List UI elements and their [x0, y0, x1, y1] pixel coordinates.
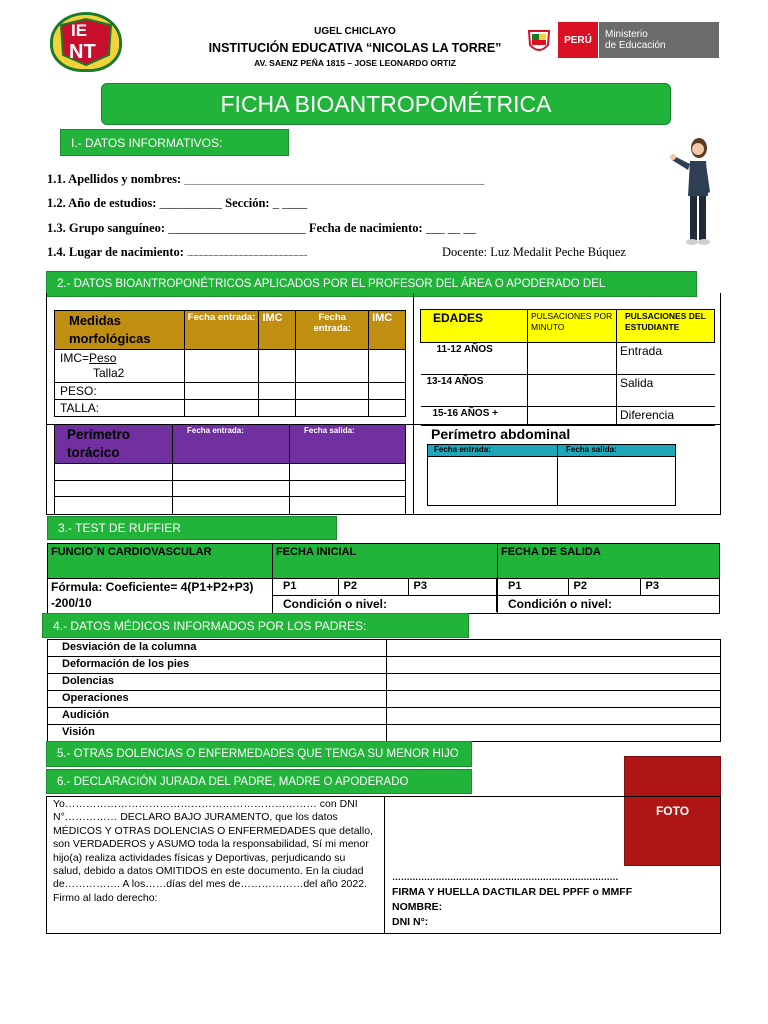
field-lugar: [47, 245, 307, 260]
medical-row-value[interactable]: [387, 708, 721, 725]
abdominal-col-entrada: Fecha entrada:: [428, 445, 558, 457]
pulse-col-estudiante: PULSACIONES DEL ESTUDIANTE: [617, 310, 715, 343]
pulse-col-edades: EDADES: [421, 310, 528, 343]
signature-line[interactable]: ……………………………………………………………………: [392, 872, 619, 882]
section5-heading: 5.- OTRAS DOLENCIAS O ENFERMEDADES QUE TENGA SU MENOR HIJO: [46, 741, 472, 767]
medical-row-value[interactable]: [387, 674, 721, 691]
section2-divider: [413, 293, 414, 515]
field-lugar-blank[interactable]: ................................................................................................: [187, 250, 308, 258]
logo-text-top: IE: [71, 21, 88, 40]
morfo-cell[interactable]: [184, 383, 259, 400]
toracico-cell[interactable]: [290, 464, 406, 481]
morfo-col-imc1: IMC: [259, 311, 296, 350]
morfo-cell[interactable]: [184, 350, 259, 383]
toracico-cell[interactable]: [290, 481, 406, 497]
field-lugar-label: 1.4. Lugar de nacimiento:: [47, 245, 184, 259]
ruffier-inicial-cell: [273, 579, 498, 614]
declaration-divider: [384, 796, 385, 934]
ruffier-salida-cell: [498, 579, 720, 614]
morfo-cell[interactable]: [369, 400, 406, 417]
ugel-name: UGEL CHICLAYO: [314, 26, 396, 37]
ruffier-col-funcion: FUNCIO´N CARDIOVASCULAR: [48, 544, 273, 579]
pulse-col-ppm: PULSACIONES POR MINUTO: [528, 310, 617, 343]
ruffier-p3: P3: [408, 579, 497, 595]
school-logo: [50, 12, 122, 72]
imc-label: IMC=: [60, 351, 90, 365]
logo-text-bottom: NT: [69, 41, 96, 63]
medical-row-label: Dolencias: [48, 674, 387, 691]
abdominal-col-salida: Fecha salida:: [558, 445, 676, 457]
ruffier-p1: P1: [273, 579, 338, 595]
ruffier-condicion[interactable]: Condición o nivel:: [498, 595, 719, 612]
field-ano-label: 1.2. Año de estudios:: [47, 196, 157, 210]
morfo-cell[interactable]: [296, 383, 369, 400]
medical-row-label: Operaciones: [48, 691, 387, 708]
medical-row-value[interactable]: [387, 725, 721, 742]
ruffier-p2: P2: [338, 579, 408, 595]
pulse-age: 15-16 AÑOS +: [421, 407, 528, 426]
morfo-cell[interactable]: [184, 400, 259, 417]
photo-box[interactable]: FOTO: [624, 756, 721, 866]
ministerio-line1: Ministerio: [605, 29, 648, 40]
toracico-col-entrada: Fecha entrada:: [173, 425, 290, 464]
medical-row-value[interactable]: [387, 640, 721, 657]
toracico-cell[interactable]: [173, 497, 290, 515]
field-seccion-label: Sección:: [225, 196, 270, 210]
page-title: FICHA BIOANTROPOMÉTRICA: [101, 83, 671, 125]
toracico-cell[interactable]: [173, 464, 290, 481]
morfo-cell[interactable]: [369, 350, 406, 383]
nombre-label: NOMBRE:: [392, 901, 443, 913]
pulse-label: Diferencia: [617, 407, 715, 426]
morfo-peso-label: PESO:: [55, 383, 185, 400]
ruffier-p2: P2: [568, 579, 640, 595]
ministerio-label: [599, 22, 719, 58]
medical-row-label: Desviación de la columna: [48, 640, 387, 657]
imc-denominator: Talla2: [93, 366, 125, 380]
abdominal-table: [427, 444, 676, 506]
pulse-label: Salida: [617, 375, 715, 407]
toracico-table: [54, 424, 406, 515]
morfo-col-fecha2: Fecha entrada:: [296, 311, 369, 350]
morfo-cell[interactable]: [369, 383, 406, 400]
toracico-col-salida: Fecha salida:: [290, 425, 406, 464]
field-grupo: [47, 221, 476, 236]
peru-label: PERÚ: [558, 22, 598, 58]
ruffier-salida-subtable: [498, 579, 719, 612]
morfo-title: Medidas morfológicas: [55, 311, 185, 350]
field-ano: [47, 196, 307, 211]
pulse-age: 13-14 AÑOS: [421, 375, 528, 407]
ruffier-formula: Fórmula: Coeficiente= 4(P1+P2+P3) -200/10: [48, 579, 273, 614]
medical-row-label: Audición: [48, 708, 387, 725]
ruffier-p1: P1: [498, 579, 568, 595]
ruffier-col-inicial: FECHA INICIAL: [273, 544, 498, 579]
morfo-cell[interactable]: [259, 383, 296, 400]
medical-table: [47, 639, 721, 742]
section4-heading: 4.- DATOS MÉDICOS INFORMADOS POR LOS PADRES:: [42, 613, 469, 638]
field-nacimiento-label: Fecha de nacimiento:: [308, 221, 423, 235]
teacher-illustration: [668, 134, 718, 250]
medical-row-value[interactable]: [387, 657, 721, 674]
toracico-title: Perímetro torácico: [55, 425, 173, 464]
peru-shield-icon: [526, 27, 552, 57]
pulse-table: [420, 309, 715, 426]
medical-row-value[interactable]: [387, 691, 721, 708]
morfo-imc-cell: [55, 350, 185, 383]
morfo-cell[interactable]: [296, 400, 369, 417]
field-apellidos: [47, 172, 484, 187]
abdominal-cell[interactable]: [428, 457, 558, 506]
morfo-cell[interactable]: [296, 350, 369, 383]
toracico-cell[interactable]: [55, 464, 173, 481]
declaration-text: Yo……………………………………………………………… con DNI N°…………… DECLARO BAJO JURAMENTO, que los datos MÉDICOS Y OTRAS DOLENCIAS O ENFERMEDADES que detallo, son VERDADEROS y ASUMO toda la responsabilidad, Sí mi menor hijo(a) realiza actividades físicas y Deportivas, perjudicando su salud, debido a datos OMITIDOS en este documento. En la ciudad de……………. A los……días del mes de………………del año 2022. Firmo al lado derecho:: [53, 798, 373, 904]
section3-heading: 3.- TEST DE RUFFIER: [47, 516, 337, 540]
school-address: AV. SAENZ PEÑA 1815 – JOSE LEONARDO ORTIZ: [254, 58, 456, 68]
field-grupo-label: 1.3. Grupo sanguíneo:: [47, 221, 166, 235]
ruffier-table: [47, 543, 720, 614]
toracico-cell[interactable]: [290, 497, 406, 515]
toracico-cell[interactable]: [55, 497, 173, 515]
field-grupo-blank[interactable]: ______________________: [168, 221, 306, 235]
medical-row-label: Deformación de los pies: [48, 657, 387, 674]
abdominal-title: Perímetro abdominal: [431, 426, 571, 442]
pulse-cell[interactable]: [528, 407, 617, 426]
field-apellidos-label: 1.1. Apellidos y nombres:: [47, 172, 182, 186]
morfo-talla-label: TALLA:: [55, 400, 185, 417]
toracico-cell[interactable]: [173, 481, 290, 497]
medical-row-label: Visión: [48, 725, 387, 742]
pulse-cell[interactable]: [528, 343, 617, 375]
morfo-table: [54, 310, 406, 417]
morfo-col-imc2: IMC: [369, 311, 406, 350]
pulse-cell[interactable]: [528, 375, 617, 407]
signature-label: FIRMA Y HUELLA DACTILAR DEL PPFF o MMFF: [392, 886, 633, 898]
imc-numerator: Peso: [89, 351, 117, 365]
field-apellidos-blank[interactable]: ________________________________________________: [184, 172, 485, 186]
ruffier-inicial-subtable: [273, 579, 497, 612]
field-nacimiento-blank[interactable]: ___ __ __: [425, 221, 476, 235]
pulse-age: 11-12 AÑOS: [421, 343, 528, 375]
docente-name: Docente: Luz Medalit Peche Búquez: [442, 245, 626, 259]
morfo-cell[interactable]: [259, 400, 296, 417]
dni-label: DNI N°:: [392, 916, 429, 928]
morfo-col-fecha1: Fecha entrada:: [184, 311, 259, 350]
ruffier-col-salida: FECHA DE SALIDA: [498, 544, 720, 579]
field-ano-blank[interactable]: __________: [159, 196, 223, 210]
field-seccion-blank[interactable]: _ ____: [272, 196, 308, 210]
toracico-cell[interactable]: [55, 481, 173, 497]
ministerio-line2: de Educación: [605, 40, 666, 51]
ruffier-p3: P3: [640, 579, 719, 595]
ruffier-condicion[interactable]: Condición o nivel:: [273, 595, 497, 612]
section1-heading: I.- DATOS INFORMATIVOS:: [60, 129, 289, 156]
pulse-label: Entrada: [617, 343, 715, 375]
abdominal-cell[interactable]: [558, 457, 676, 506]
institution-name: INSTITUCIÓN EDUCATIVA “NICOLAS LA TORRE”: [208, 41, 502, 55]
section2-heading: 2.- DATOS BIOANTROPONÉTRICOS APLICADOS POR EL PROFESOR DEL ÁREA O APODERADO DEL: [46, 271, 697, 297]
morfo-cell[interactable]: [259, 350, 296, 383]
section6-heading: 6.- DECLARACIÓN JURADA DEL PADRE, MADRE O APODERADO: [46, 769, 472, 794]
